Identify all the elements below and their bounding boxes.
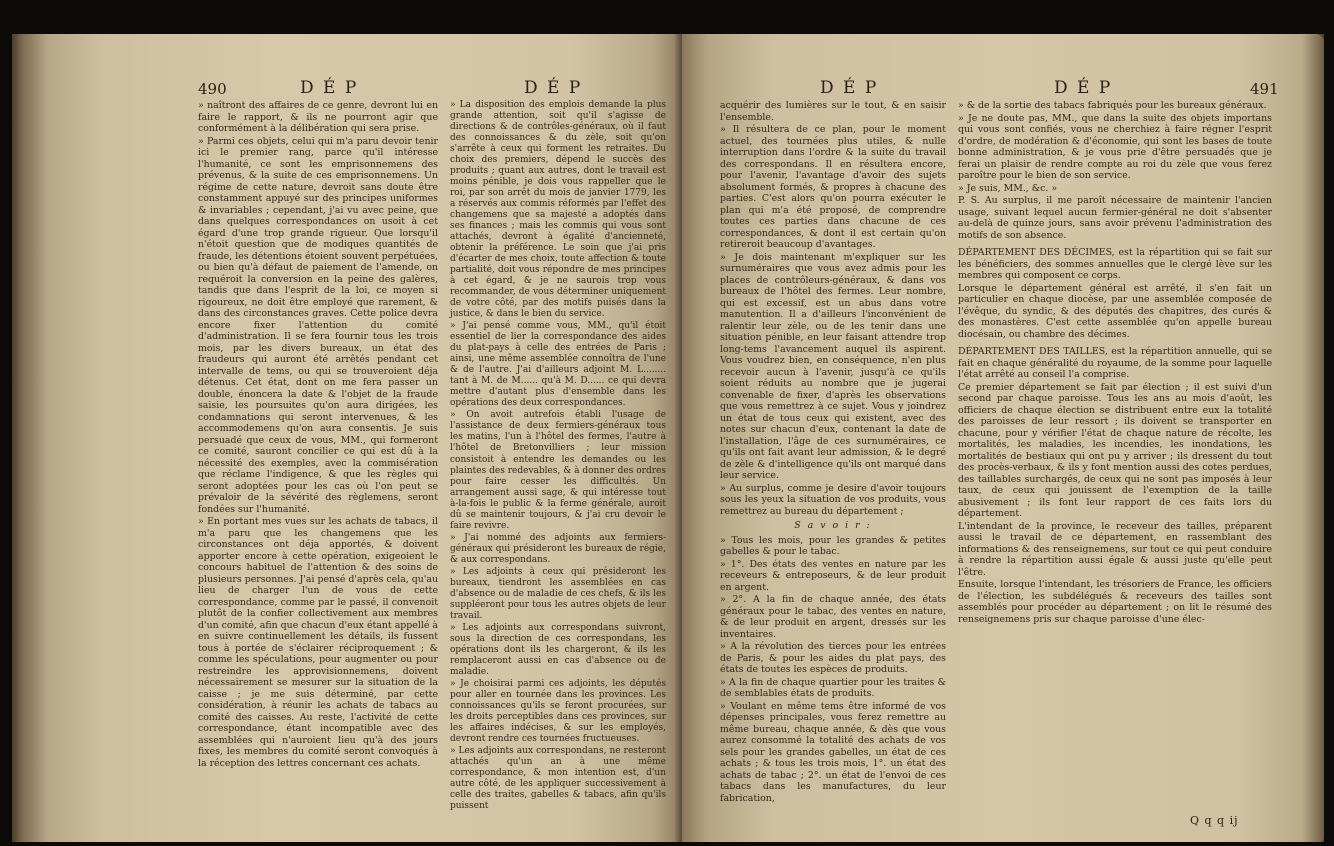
paragraph: acquérir des lumières sur le tout, & en saisir l'ensemble.: [720, 100, 946, 123]
entry-departement-des-decimes: DÉPARTEMENT DES DÉCIMES, est la répartition qui se fait sur les bénéficiers, des sommes annuelles que le clergé lève sur les membres qui composent ce corps.: [958, 247, 1272, 281]
section-subheading: S a v o i r :: [794, 520, 872, 531]
right-running-head-1: D É P: [820, 78, 879, 98]
paragraph: » On avoit autrefois établi l'usage de l'assistance de deux fermiers-généraux tous les matins, l'un à l'hôtel des fermes, l'autre à l'hôtel de Bretonvilliers ; leur mission consistoit à entendre les demandes ou les plaintes des redevables, & à donner des ordres pour faire cesser les difficultés. Un arrangement aussi sage, & qui intéresse tout à-la-fois le public & la ferme générale, auroit dû se maintenir toujours, & j'ai cru devoir le faire revivre.: [450, 410, 666, 531]
paragraph: P. S. Au surplus, il me paroît nécessaire de maintenir l'ancien usage, suivant lequel aucun fermier-général ne doit s'absenter au-delà de quinze jours, sans avoir prévenu l'administration des motifs de son absence.: [958, 195, 1272, 241]
paragraph: » naîtront des affaires de ce genre, devront lui en faire le rapport, & ils ne pourront agir que conformément à la délibération qui sera prise.: [198, 100, 438, 134]
paragraph: » Je ne doute pas, MM., que dans la suite des objets importans qui vous sont confiés, vous ne cherchiez à faire régner l'esprit d'ordre, de modération & d'économie, qui sont les bases de toute bonne administration, & je vous prie d'être persuadés que je ferai un plaisir de rendre compte au roi du zèle que vous ferez paroître pour le bien de son service.: [958, 112, 1272, 181]
paragraph: » Il résultera de ce plan, pour le moment actuel, des tournées plus utiles, & nulle interruption dans l'ordre & la suite du travail des correspondans. Il en résultera encore, pour l'avenir, l'avantage d'avoir des sujets absolument formés, & propres à chacune des parties. C'est alors qu'on pourra exécuter le plan qui m'a été proposé, de comprendre toutes ces parties dans chacune de ces correspondances, & dont il est certain qu'on retireroit beaucoup d'avantages.: [720, 124, 946, 250]
right-running-head-2: D É P: [1054, 78, 1113, 98]
left-running-head-1: D É P: [300, 78, 359, 98]
left-page-column-2: [450, 100, 666, 813]
paragraph: » J'ai pensé comme vous, MM., qu'il étoit essentiel de lier la correspondance des aides du plat-pays à celle des entrées de Paris ; ainsi, une même assemblée connoîtra de l'une & de l'autre. J'ai d'ailleurs adjoint M. L........ tant à M. de M...... qu'à M. D...... ce qui devra mettre d'autant plus d'ensemble dans les opérations des deux correspondances.: [450, 321, 666, 409]
paragraph: » 1°. Des états des ventes en nature par les receveurs & entreposeurs, & de leur produit en argent.: [720, 558, 946, 593]
paragraph: L'intendant de la province, le receveur des tailles, préparent aussi le travail de ce département, en rassemblant des informations & des renseignemens, sur tout ce qui peut conduire à rendre la répartition aussi égale & aussi juste qu'elle peut l'être.: [958, 520, 1272, 578]
paragraph: » Voulant en même tems être informé de vos dépenses principales, vous ferez remettre au même bureau, chaque année, & dès que vous aurez consommé la totalité des achats de vos sels pour les grandes gabelles, un état de ces achats ; & tous les trois mois, 1°. un état des achats de tabac ; 2°. un état de l'envoi de ces tabacs dans les manufactures, du leur fabrication,: [720, 700, 946, 804]
paragraph: » J'ai nommé des adjoints aux fermiers-généraux qui présideront les bureaux de régie, & aux correspondans.: [450, 532, 666, 565]
left-running-head-2: D É P: [524, 78, 583, 98]
right-page-column-1: [720, 100, 946, 805]
left-page-column-1: [198, 100, 438, 770]
paragraph: Ensuite, lorsque l'intendant, les trésoriers de France, les officiers de l'élection, les subdélégués & receveurs des tailles sont assemblés pour procéder au département ; on lit le résumé des renseignemens pris sur chaque paroisse d'une élec-: [958, 579, 1272, 625]
signature-mark: Q q q ij: [1190, 814, 1239, 827]
paragraph: » La disposition des emplois demande la plus grande attention, soit qu'il s'agisse de directions & de contrôles-généraux, où il faut des connoissances & du zèle, soit qu'on s'arrête à ceux qui forment les retraites. Du choix des premiers, dépend le succès des produits ; quant aux autres, dont le travail est moins pénible, je dois vous rappeller que le roi, par son arrêt du mois de janvier 1779, les a réservés aux commis réformés par l'effet des changemens que sa majesté a adoptés dans ses finances ; mais les commis qui vous sont attachés, devront à égalité d'ancienneté, obtenir la préférence. Le soin que j'ai pris d'écarter de mes choix, toute affection & toute partialité, doit vous répondre de mes principes à cet égard, & je ne saurois trop vous recommander, de vous déterminer uniquement de votre côté, par des motifs puisés dans la justice, & dans le bien du service.: [450, 100, 666, 320]
right-page: [682, 34, 1324, 842]
paragraph: Ce premier département se fait par élection ; il est suivi d'un second par chaque paroisse. Tous les ans au mois d'août, les officiers de chaque élection se distribuent entre eux la totalité des paroisses de leur ressort ; ils doivent se transporter en chacune, pour y vérifier l'état de chaque nature de récolte, les mortalités, les maladies, les incendies, les inondations, les mortalités de bestiaux qui ont pu y arriver ; ils dressent du tout des procès-verbaux, & ils y font mention aussi des cotes perdues, des taillables surchargés, de ceux qui ne sont pas imposés à leur taux, de ceux qui jouissent de l'exemption de la taille abusivement ; ils font leur rapport de ces faits lors du département.: [958, 381, 1272, 519]
left-page-number: 490: [198, 80, 227, 98]
paragraph: » Je dois maintenant m'expliquer sur les surnuméraires que vous avez admis pour les places de contrôleurs-généraux, & dans vos bureaux de l'hôtel des fermes. Leur nombre, qui est excessif, est un abus dans votre manutention. Il a d'ailleurs l'inconvénient de ralentir leur zèle, ou de les tenir dans une situation pénible, en leur faisant attendre trop long-tems l'avancement auquel ils aspirent. Vous voudrez bien, en conséquence, n'en plus recevoir aucun à l'avenir, jusqu'à ce qu'ils soient réduits au nombre que je jugerai convenable de fixer, d'après les observations que vous remettrez à ce sujet. Vous y joindrez un état de tous ceux qui existent, avec des notes sur chacun d'eux, contenant la date de l'installation, l'âge de ces surnuméraires, ce qu'ils ont fait avant leur admission, & le degré de zèle & d'intelligence qu'ils ont marqué dans leur service.: [720, 251, 946, 481]
paragraph: » Tous les mois, pour les grandes & petites gabelles & pour le tabac.: [720, 534, 946, 557]
paragraph: » Je suis, MM., &c. »: [958, 182, 1058, 194]
right-page-column-2: [958, 100, 1272, 626]
entry-departement-des-tailles: DÉPARTEMENT DES TAILLES, est la répartition annuelle, qui se fait en chaque généralité du royaume, de la somme pour laquelle l'état arrêté au conseil l'a comprise.: [958, 346, 1272, 380]
left-page: [12, 34, 682, 842]
paragraph: » Les adjoints aux correspondans suivront, sous la direction de ces correspondans, les opérations dont ils les chargeront, & ils les remplaceront aussi en cas d'absence ou de maladie.: [450, 622, 666, 677]
paragraph: » Je choisirai parmi ces adjoints, les députés pour aller en tournée dans les provinces. Les connoissances qu'ils se feront procurées, sur les droits perceptibles dans ces provinces, sur les affaires indécises, & sur les employés, devront rendre ces tournées fructueuses.: [450, 678, 666, 744]
paragraph: » A la révolution des tierces pour les entrées de Paris, & pour les aides du plat pays, des états de toutes les espèces de produits.: [720, 641, 946, 675]
paragraph: » Parmi ces objets, celui qui m'a paru devoir tenir ici le premier rang, parce qu'il intéresse l'humanité, ce sont les emprisonnemens des prévenus, & la suite de ces emprisonnemens. Un régime de cette nature, devroit sans doute être constamment appuyé sur des principes uniformes & invariables ; cependant, j'ai vu avec peine, que dans quelques correspondances on usoit à cet égard d'une trop grande rigueur. Que lorsqu'il n'étoit question que de modiques quantités de fraude, les détentions étoient souvent perpétuées, ou bien qu'à défaut de paiement de l'amende, on requéroit la conversion en la peine des galères, tandis que dans l'esprit de la loi, ce moyen si rigoureux, ne doit être employé que rarement, & dans des circonstances graves. Cette police devra encore fixer l'attention du comité d'administration. Il se fera fournir tous les trois mois, par les divers bureaux, un état des fraudeurs qui auront été arrêtés pendant cet intervalle de tems, ou qui se trouveroient déja détenus. Cet état, dont on me fera passer un double, énoncera la date & l'objet de la fraude saisie, les poursuites qu'on aura dirigées, les condamnations qui seront intervenues, & les accommodemens qu'on aura consentis. Je suis persuadé que ceux de vous, MM., qui formeront ce comité, sauront concilier ce qui est dû à la nécessité des exemples, avec la commisération que réclame l'indigence, & que les règles qui seront adoptées pour les cas où l'on peut se prévaloir de la sévérité des règlemens, seront fondées sur l'humanité.: [198, 135, 438, 515]
paragraph: » 2°. A la fin de chaque année, des états généraux pour le tabac, des ventes en nature, & de leur produit en argent, dressés sur les inventaires.: [720, 594, 946, 640]
paragraph: » & de la sortie des tabacs fabriqués pour les bureaux généraux.: [958, 100, 1267, 111]
paragraph: » Au surplus, comme je desire d'avoir toujours sous les yeux la situation de vos produits, vous remettrez au bureau du département ;: [720, 482, 946, 517]
right-page-number: 491: [1250, 80, 1279, 98]
paragraph: Lorsque le département général est arrêté, il s'en fait un particulier en chaque diocèse, par une assemblée composée de l'évêque, du syndic, & des députés des chapitres, des curés & des monastères. C'est cette assemblée qu'on appelle bureau diocésain, ou chambre des décimes.: [958, 282, 1272, 340]
paragraph: » Les adjoints aux correspondans, ne resteront attachés qu'un an à une même correspondance, & mon intention est, d'un autre côté, de les appliquer successivement à celle des traites, gabelles & tabacs, afin qu'ils puissent: [450, 745, 666, 811]
paragraph: » A la fin de chaque quartier pour les traites & de semblables états de produits.: [720, 676, 946, 699]
paragraph: » Les adjoints à ceux qui présideront les bureaux, tiendront les assemblées en cas d'absence ou de maladie de ces chefs, & ils les suppléeront pour tous les autres objets de leur travail.: [450, 566, 666, 621]
paragraph: » En portant mes vues sur les achats de tabacs, il m'a paru que les changemens que les circonstances ont déja apportés, & doivent apporter encore à cette opération, exigeoient le concours habituel de l'attention & des soins de plusieurs personnes. J'ai pensé d'après cela, qu'au lieu de charger l'un de vous de cette correspondance, comme par le passé, il convenoit plutôt de la confier collectivement aux membres d'un comité, afin que chacun d'eux étant appellé à en suivre continuellement les détails, ils fussent tous à portée de s'éclairer réciproquement ; & comme les spéculations, pour augmenter ou pour restreindre les approvisionnemens, doivent nécessairement se mesurer sur la situation de la caisse ; je me suis déterminé, par cette considération, à réunir les achats de tabacs au comité des caisses. Au reste, l'activité de cette correspondance, étant incompatible avec des assemblées qui n'auroient lieu qu'à des jours fixes, les membres du comité seront convoqués à la réception des lettres concernant ces achats.: [198, 516, 438, 769]
